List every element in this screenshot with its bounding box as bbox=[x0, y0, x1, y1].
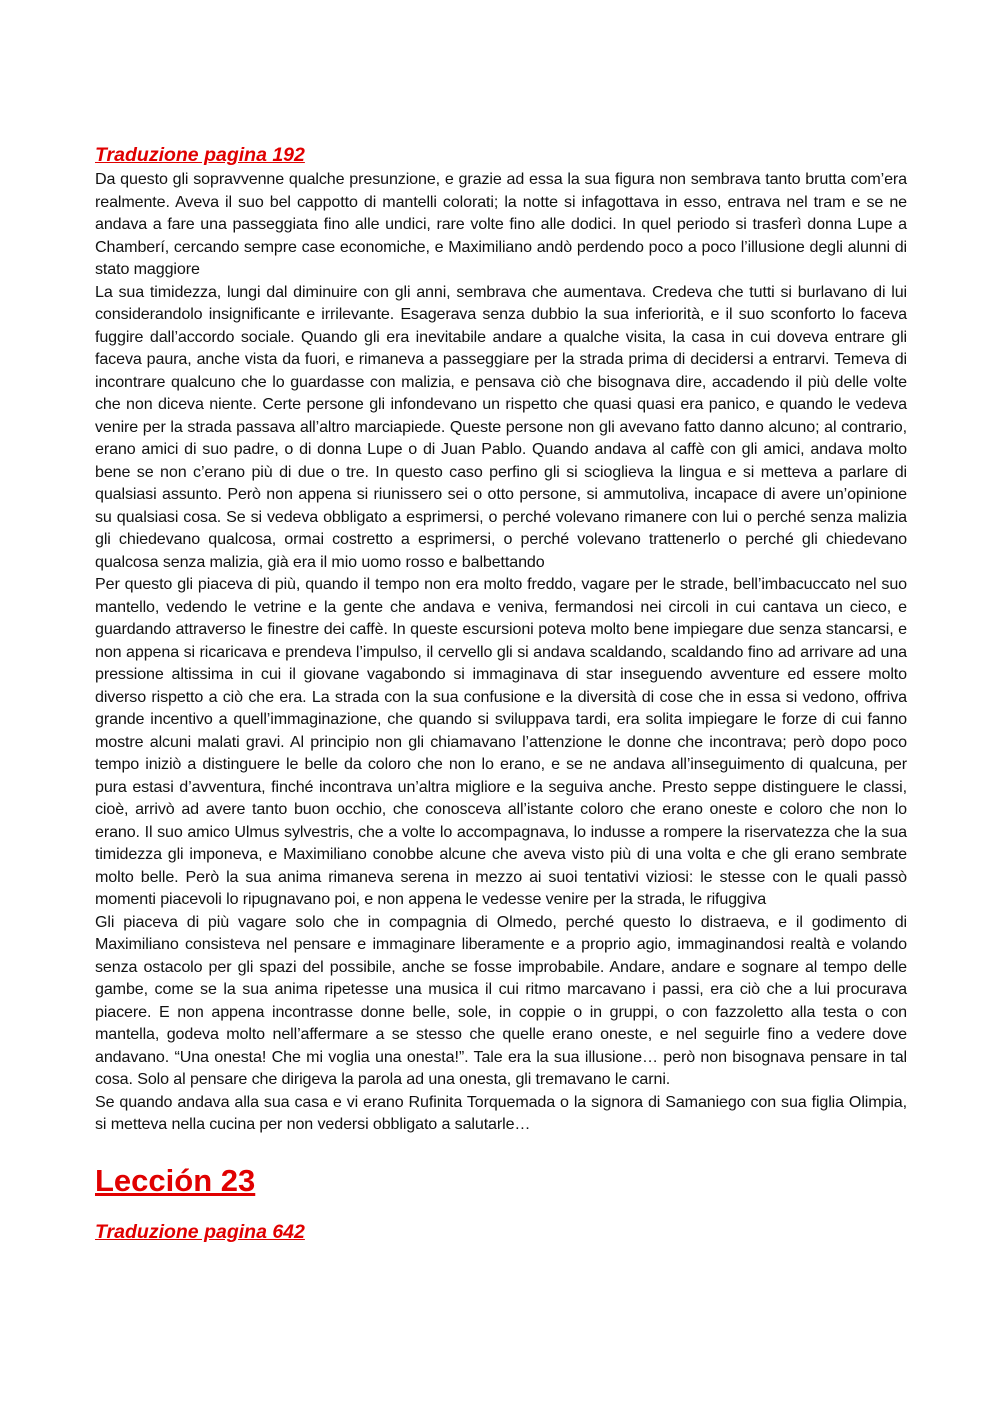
section-heading-page-642: Traduzione pagina 642 bbox=[95, 1220, 305, 1243]
paragraph-3: Per questo gli piaceva di più, quando il tempo non era molto freddo, vagare per le strade, bell’imbacuccato nel suo mantello, vedendo le vetrine e la gente che andava e veniva, fermandosi nei circoli in cui cantava un cieco, e guardando attraverso le finestre dei caffè. In queste escursioni poteva molto bene impiegare due senza stancarsi, e non appena si ricaricava e prendeva l’impulso, il cervello gli si andava scaldando, scaldando fino ad arrivare ad una pressione altissima in cui il giovane vagabondo si immaginava di star inseguendo avventure ed essere molto diverso rispetto a ciò che era. La strada con la sua confusione e la diversità di cose che in essa si vedono, offriva grande incentivo a quell’immaginazione, che quando si sviluppava tardi, era solita impiegare le forze di cui fanno mostre alcuni malati gravi. Al principio non gli chiamavano l’attenzione le donne che incontrava; però dopo poco tempo iniziò a distinguere le belle da coloro che non lo erano, e se ne andava all’inseguimento di qualcuna, per pura estasi d’avventura, finché incontrava un’altra migliore e la seguiva anche. Presto seppe distinguere le classi, cioè, arrivò ad avere tanto buon occhio, che conosceva all’istante coloro che erano oneste e coloro che non lo erano. Il suo amico Ulmus sylvestris, che a volte lo accompagnava, lo indusse a rompere la riservatezza che la sua timidezza gli imponeva, e Maximiliano conobbe alcune che aveva visto più di una volta e che gli erano sembrate molto belle. Però la sua anima rimaneva serena in mezzo ai suoi tentativi viziosi: le stesse con le quali passò momenti piacevoli lo ripugnavano poi, e non appena le vedesse venire per la strada, le rifuggiva bbox=[95, 575, 907, 908]
paragraph-1: Da questo gli sopravvenne qualche presunzione, e grazie ad essa la sua figura non sembrava tanto brutta com’era realmente. Aveva il suo bel cappotto di mantelli colorati; la notte si infagottava in esso, entrava nel tram e se ne andava a fare una passeggiata fino alle undici, rare volte fino alle dodici. In quel periodo si trasferì donna Lupe a Chamberí, cercando sempre case economiche, e Maximiliano andò perdendo poco a poco l’illusione degli alunni di stato maggiore bbox=[95, 170, 907, 278]
translation-body bbox=[95, 168, 907, 1136]
lesson-title: Lección 23 bbox=[95, 1162, 256, 1198]
paragraph-4: Gli piaceva di più vagare solo che in compagnia di Olmedo, perché questo lo distraeva, e il godimento di Maximiliano consisteva nel pensare e immaginare liberamente e a proprio agio, immaginandosi realtà e volando senza ostacolo per gli spazi del possibile, anche se fosse improbabile. Andare, andare e sognare al tempo delle gambe, come se la sua anima ripetesse una musica il cui ritmo marcavano i passi, era ciò che a lui procurava piacere. E non appena incontrasse donne belle, sole, in coppie o in gruppi, o con fazzoletto alla testa o con mantella, godeva molto nell’affermare a se stesso che quelle erano oneste, e nel seguirle fino a vedere dove andavano. “Una onesta! Che mi voglia una onesta!”. Tale era la sua illusione… però non bisognava pensare in tal cosa. Solo al pensare che dirigeva la parola ad una onesta, gli tremavano le carni. bbox=[95, 912, 907, 1088]
paragraph-2: La sua timidezza, lungi dal diminuire con gli anni, sembrava che aumentava. Credeva che tutti si burlavano di lui considerandolo insignificante e irrilevante. Esagerava senza dubbio la sua inferiorità, e il suo sconforto lo faceva fuggire dall’accordo sociale. Quando gli era inevitabile andare a qualche visita, la casa in cui doveva entrare gli faceva paura, anche vista da fuori, e rimaneva a passeggiare per la strada prima di decidersi a entrarvi. Temeva di incontrare qualcuno che lo guardasse con malizia, e pensava ciò che bisognava dire, accadendo il più delle volte che non diceva niente. Certe persone gli infondevano un rispetto che quasi quasi era panico, e quando le vedeva venire per la strada passava all’altro marciapiede. Queste persone non gli avevano fatto danno alcuno; al contrario, erano amici di suo padre, o di donna Lupe o di Juan Pablo. Quando andava al caffè con gli amici, andava molto bene se non c’erano più di due o tre. In questo caso perfino gli si scioglieva la lingua e si metteva a parlare di qualsiasi assunto. Però non appena si riunissero sei o otto persone, si ammutoliva, incapace di avere un’opinione su qualsiasi cosa. Se si vedeva obbligato a esprimersi, o perché volevano rimanere con lui o perché senza malizia gli chiedevano qualcosa, ormai costretto a esprimersi, o perché volevano trattenerlo o perché gli chiedevano qualcosa senza malizia, già era il mio uomo rosso e balbettando bbox=[95, 282, 907, 571]
paragraph-5: Se quando andava alla sua casa e vi erano Rufinita Torquemada o la signora di Samaniego con sua figlia Olimpia, si metteva nella cucina per non vedersi obbligato a salutarle… bbox=[95, 1092, 907, 1133]
document-page bbox=[95, 142, 907, 1245]
section-heading-page-192: Traduzione pagina 192 bbox=[95, 144, 305, 166]
